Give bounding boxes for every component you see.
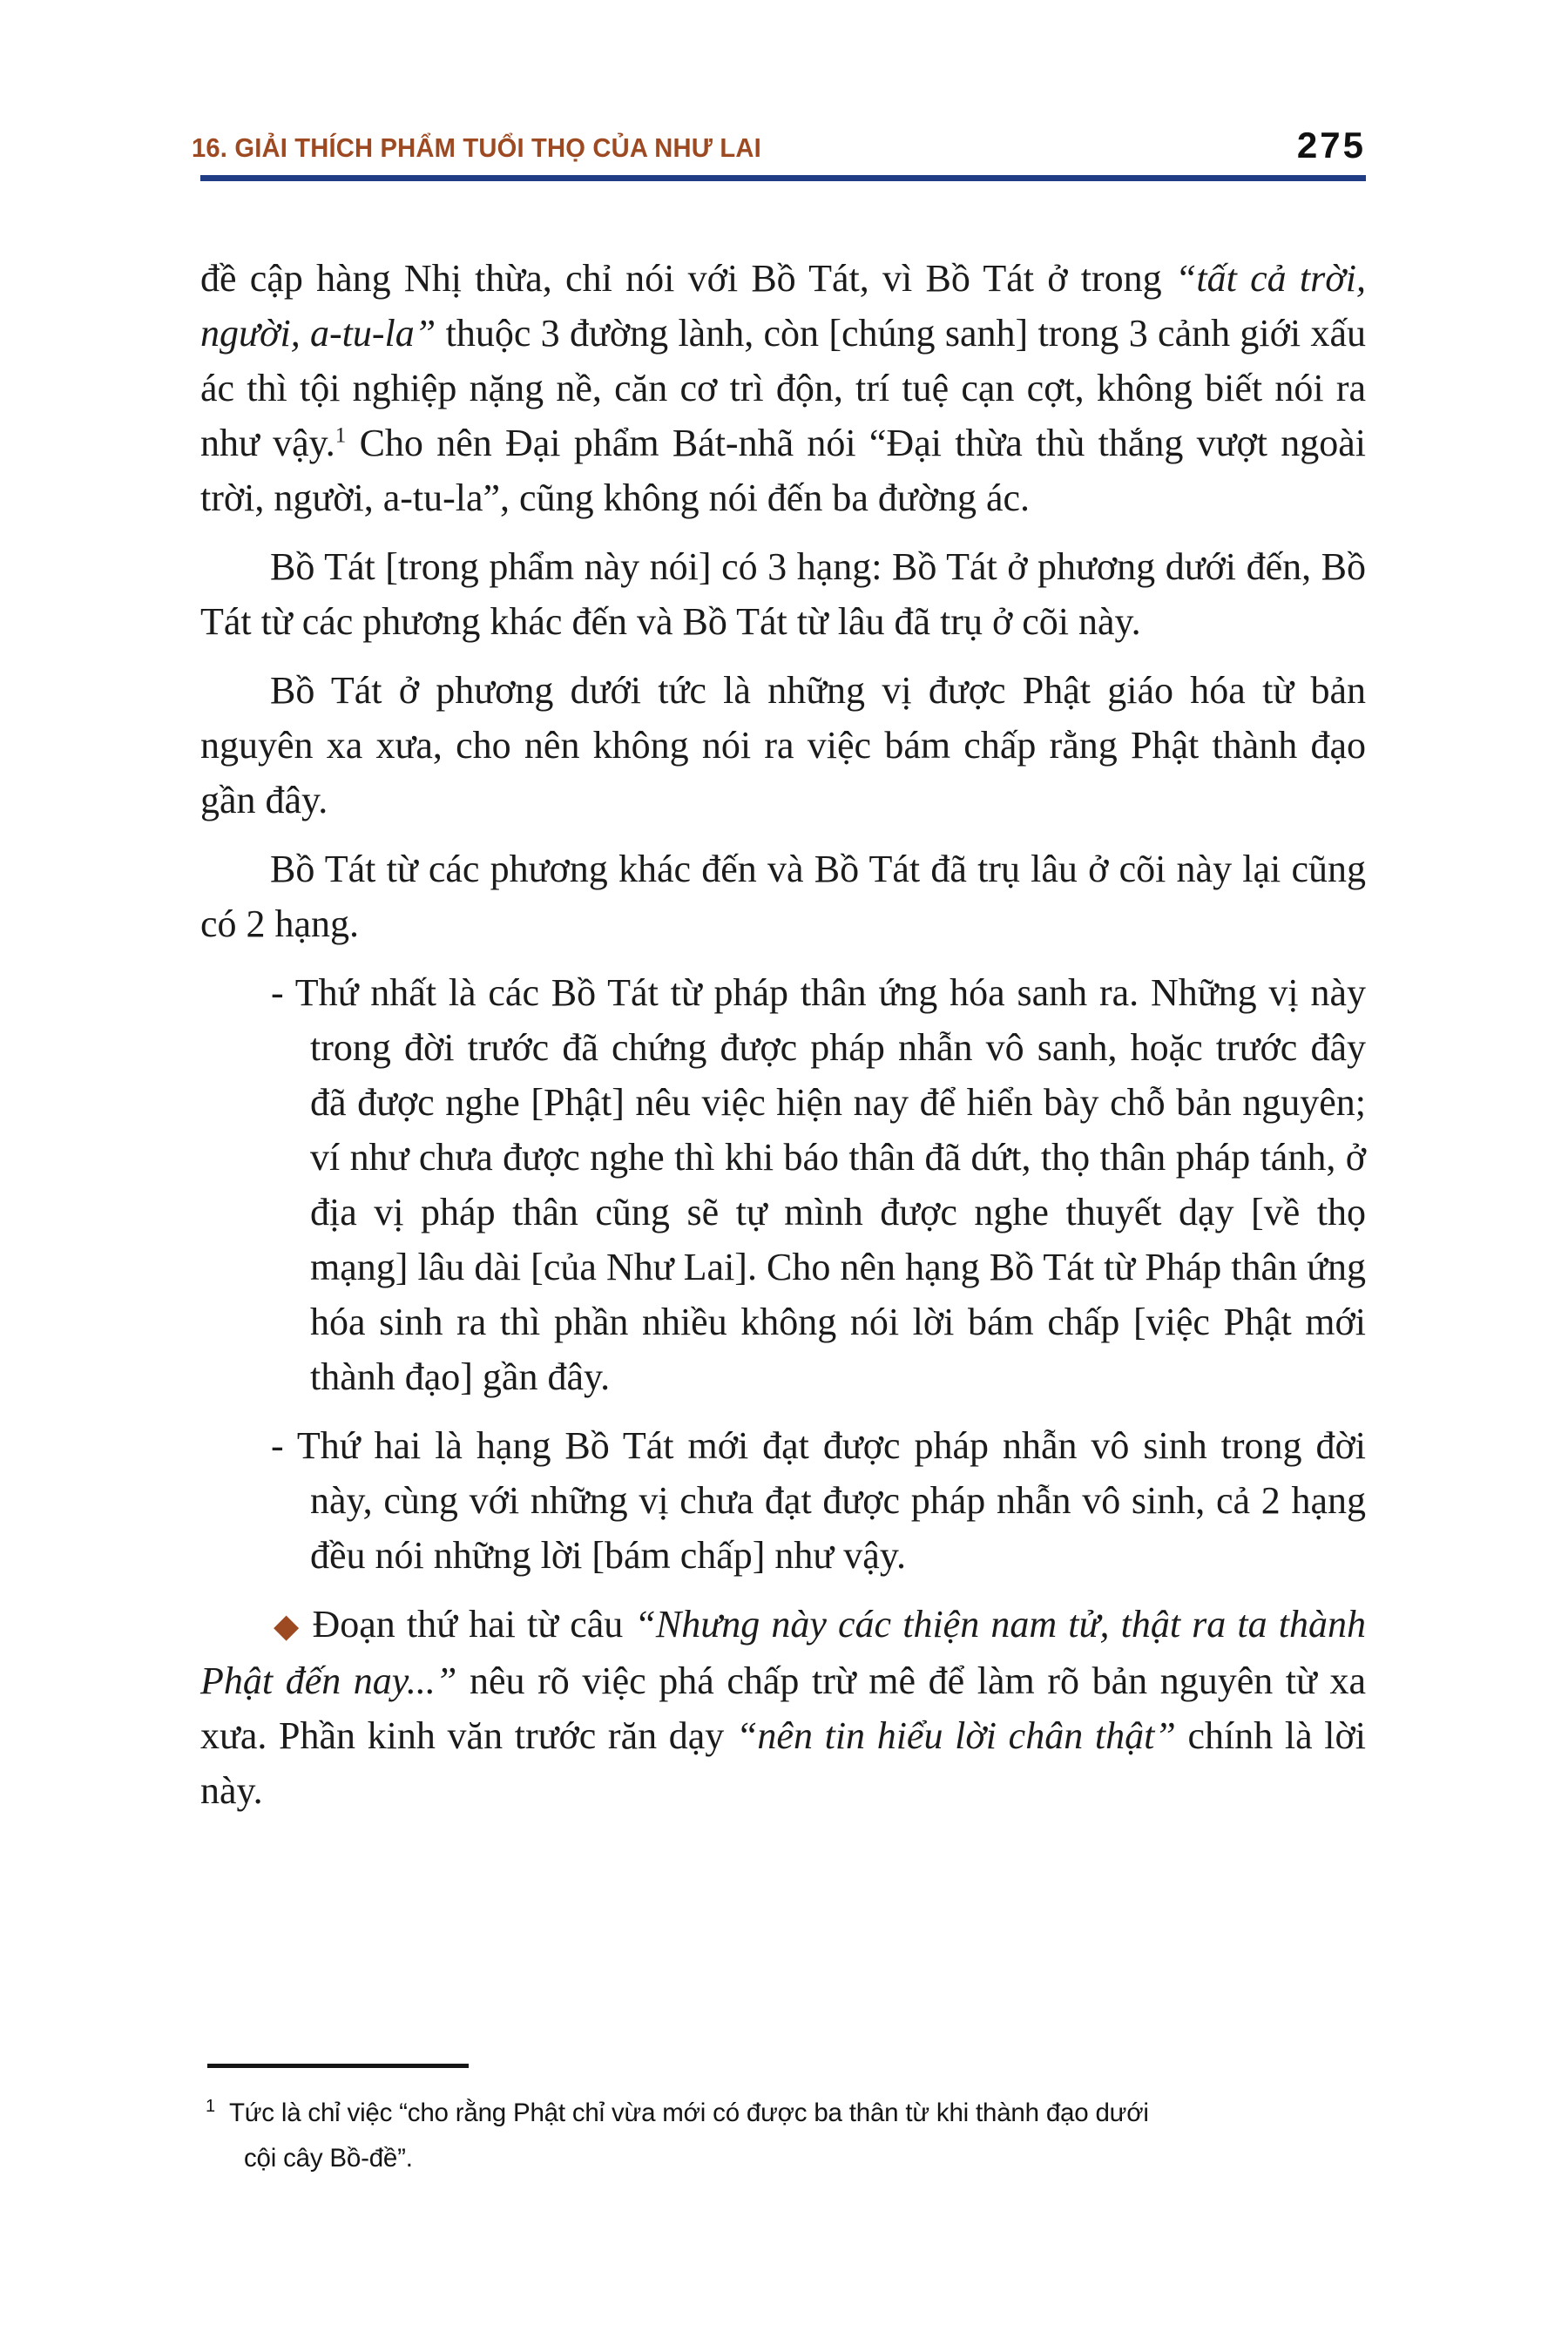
diamond-bullet-icon: ◆: [274, 1606, 301, 1645]
italic-quote: “nên tin hiểu lời chân thật”: [735, 1714, 1176, 1757]
text-run: Bồ Tát từ các phương khác đến và Bồ Tát đã trụ lâu ở cõi này lại cũng có 2 hạng.: [200, 848, 1366, 945]
footnote-area: [200, 2064, 1366, 2181]
paragraph: [200, 841, 1366, 951]
text-run: nêu rõ việc phá chấp trừ mê để làm rõ bản nguyên từ xa xưa. Phần kinh văn trước răn dạy: [200, 1659, 1366, 1757]
list-dash: -: [271, 1424, 284, 1467]
text-run: thuộc 3 đường lành, còn [chúng sanh] trong 3 cảnh giới xấu ác thì tội nghiệp nặng nề, căn cơ trì độn, trí tuệ cạn cợt, không biết nói ra như vậy.: [200, 312, 1366, 464]
footnote-separator: [207, 2064, 469, 2068]
chapter-heading: 16. GIẢI THÍCH PHẨM TUỔI THỌ CỦA NHƯ LAI: [192, 132, 761, 163]
text-run: Thứ hai là hạng Bồ Tát mới đạt được pháp nhẫn vô sinh trong đời này, cùng với những vị chưa đạt được pháp nhẫn vô sinh, cả 2 hạng đều nói những lời [bám chấp] như vậy.: [296, 1424, 1366, 1577]
text-run: Cho nên Đại phẩm Bát-nhã nói “Đại thừa thù thắng vượt ngoài trời, người, a-tu-la”, cũng không nói đến ba đường ác.: [200, 422, 1366, 519]
page-number: 275: [1296, 125, 1366, 166]
text-run: đề cập hàng Nhị thừa, chỉ nói với Bồ Tát, vì Bồ Tát ở trong: [200, 257, 1175, 300]
text-run: Bồ Tát ở phương dưới tức là những vị được Phật giáo hóa từ bản nguyên xa xưa, cho nên không nói ra việc bám chấp rằng Phật thành đạo gần đây.: [200, 669, 1366, 821]
text-run: Thứ nhất là các Bồ Tát từ pháp thân ứng hóa sanh ra. Những vị này trong đời trước đã chứng được pháp nhẫn vô sanh, hoặc trước đây đã được nghe [Phật] nêu việc hiện nay để hiển bày chỗ bản nguyên; ví như chưa được nghe thì khi báo thân đã dứt, thọ thân pháp tánh, ở địa vị pháp thân cũng sẽ tự mình được nghe thuyết dạy [về thọ mạng] lâu dài [của Như Lai]. Cho nên hạng Bồ Tát từ Pháp thân ứng hóa sinh ra thì phần nhiều không nói lời bám chấp [việc Phật mới thành đạo] gần đây.: [294, 971, 1366, 1398]
text-run: Đoạn thứ hai từ câu: [312, 1603, 635, 1646]
running-header: [192, 125, 1366, 181]
footnote-text-line1: Tức là chỉ việc “cho rằng Phật chỉ vừa mới có được ba thân từ khi thành đạo dưới: [228, 2099, 1149, 2127]
footnote-marker: 1: [206, 2097, 215, 2117]
paragraph: [200, 251, 1366, 525]
footnote-reference: 1: [335, 423, 347, 448]
header-rule: [200, 175, 1366, 181]
list-item: [200, 1418, 1366, 1583]
text-run: chính là lời này.: [200, 1714, 1366, 1812]
paragraph: [200, 663, 1366, 828]
list-dash: -: [271, 971, 284, 1014]
italic-quote: “Nhưng này các thiện nam tử, thật ra ta thành Phật đến nay...”: [200, 1603, 1367, 1702]
list-item: [200, 965, 1366, 1404]
footnote-text-line2: cội cây Bồ-đề”.: [244, 2144, 413, 2173]
body-text: [200, 251, 1366, 1818]
italic-quote: “tất cả trời, người, a-tu-la”: [200, 257, 1366, 355]
text-run: Bồ Tát [trong phẩm này nói] có 3 hạng: Bồ Tát ở phương dưới đến, Bồ Tát từ các phương khác đến và Bồ Tát từ lâu đã trụ ở cõi này.: [200, 545, 1366, 643]
diamond-paragraph: [200, 1597, 1366, 1818]
footnote: [200, 2091, 1366, 2181]
paragraph: [200, 539, 1366, 649]
